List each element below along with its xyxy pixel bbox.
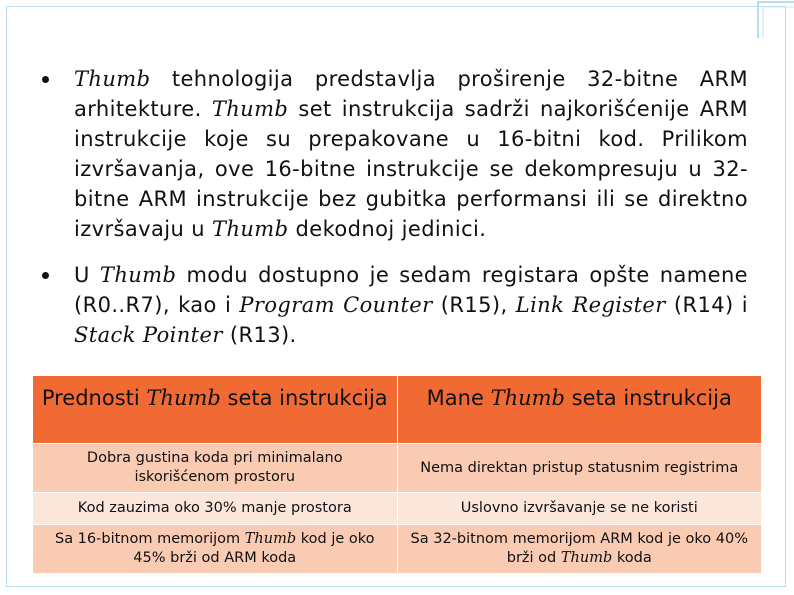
bullet-thumb-registers [42, 260, 748, 350]
table-cell-disadvantage: Sa 32-bitnom memorijom ARM kod je oko 40% brži od Thumb koda [397, 525, 762, 574]
corner-ornament-icon [754, 0, 794, 40]
bullet-thumb-technology [42, 64, 748, 244]
bullet-dot-icon [42, 272, 49, 279]
table-header-row [33, 376, 762, 444]
table-cell-advantage: Sa 16-bitnom memorijom Thumb kod je oko 45% brži od ARM koda [33, 525, 398, 574]
bullet-text: Thumb tehnologija predstavlja proširenje 32-bitne ARM arhitekture. Thumb set instrukcija sadrži najkorišćenije ARM instrukcije koje su prepakovane u 16-bitni kod. Prilikom izvršavanja, ove 16-bitne instrukcije se dekompresuju u 32-bitne ARM instrukcije bez gubitka performansi ili se direktno izvršavaju u Thumb dekodnoj jedinici. [74, 67, 749, 241]
table-row [33, 444, 762, 493]
table-cell-advantage: Kod zauzima oko 30% manje prostora [33, 493, 398, 525]
header-advantages: Prednosti Thumb seta instrukcija [33, 376, 398, 444]
comparison-table [32, 375, 762, 574]
table-cell-disadvantage: Uslovno izvršavanje se ne koristi [397, 493, 762, 525]
bullet-text: U Thumb modu dostupno je sedam registara opšte namene (R0..R7), kao i Program Counter (R15), Link Register (R14) i Stack Pointer (R13). [74, 263, 748, 347]
bullet-dot-icon [42, 76, 49, 83]
bullet-list [42, 64, 748, 350]
table-row [33, 493, 762, 525]
table-cell-disadvantage: Nema direktan pristup statusnim registrima [397, 444, 762, 493]
table-row [33, 525, 762, 574]
header-disadvantages: Mane Thumb seta instrukcija [397, 376, 762, 444]
table-cell-advantage: Dobra gustina koda pri minimalano iskorišćenom prostoru [33, 444, 398, 493]
